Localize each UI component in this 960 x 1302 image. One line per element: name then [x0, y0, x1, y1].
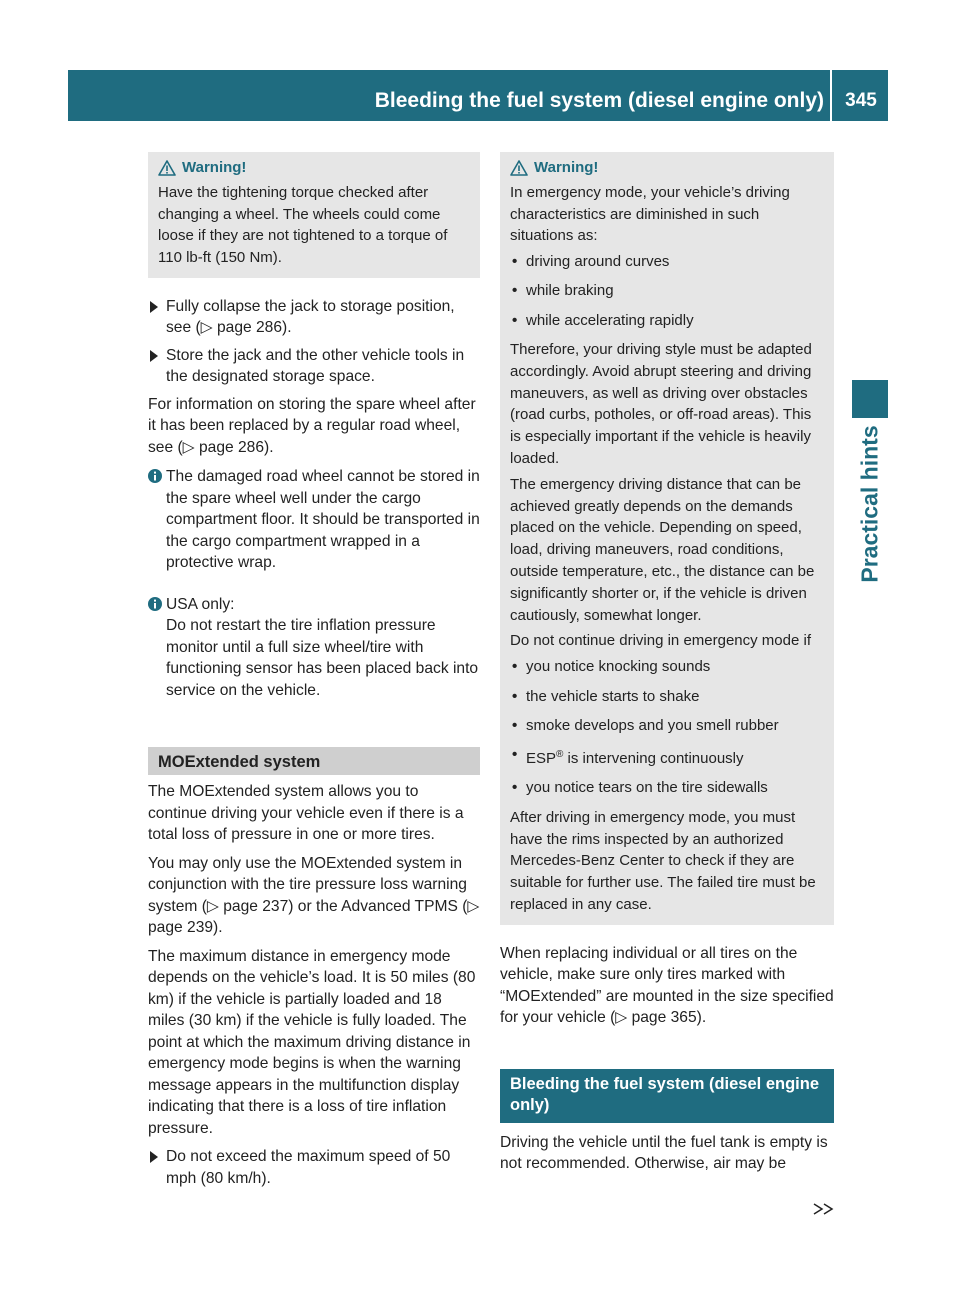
- esp-text: ESP: [526, 750, 557, 768]
- paragraph: You may only use the MOExtended system in conjunction with the tire pressure loss warning system (▷ page 237) or the Advanced TPMS (▷ page 239).: [148, 854, 480, 937]
- registered-mark: ®: [556, 749, 564, 761]
- header-separator: [830, 70, 832, 121]
- warning-paragraph: Therefore, your driving style must be adapted accordingly. Avoid abrupt steering and driving maneuvers, as well as driving over obstacles (road curbs, potholes, or off-road areas). This is especially important if the vehicle is heavily loaded.: [510, 341, 812, 468]
- list-item: • while accelerating rapidly: [510, 310, 824, 332]
- warning-paragraph: Do not continue driving in emergency mode if: [510, 632, 811, 650]
- warning-paragraph: The emergency driving distance that can be achieved greatly depends on the demands placed on the vehicle. Depending on speed, load, driving maneuvers, road conditions, outside temperature, etc., the distance can be significantly shorter or, if the vehicle is driven cautiously, somewhat longer.: [510, 475, 815, 624]
- info-icon: [148, 469, 162, 483]
- info-note: [148, 466, 480, 574]
- warning-heading: [510, 157, 824, 179]
- paragraph-tires: When replacing individual or all tires on the vehicle, make sure only tires marked with “MOExtended” are mounted in the size specified for your vehicle (▷ page 365).: [500, 944, 834, 1027]
- info-icon: [148, 597, 162, 611]
- side-tab-marker: [852, 380, 888, 418]
- paragraph: The MOExtended system allows you to continue driving your vehicle even if there is a total loss of pressure in one or more tires.: [148, 783, 464, 844]
- page-header: [68, 70, 888, 121]
- step-arrow-icon: [149, 1151, 159, 1163]
- left-column: [148, 152, 480, 1195]
- step-item: [148, 296, 480, 339]
- list-item: • driving around curves: [510, 251, 824, 273]
- paragraph-fuel: Driving the vehicle until the fuel tank is empty is not recommended. Otherwise, air may be: [500, 1133, 828, 1173]
- list-item: • the vehicle starts to shake: [510, 686, 824, 708]
- step-text: Do not exceed the maximum speed of 50 mph (80 km/h).: [166, 1148, 451, 1187]
- paragraph: The maximum distance in emergency mode depends on the vehicle’s load. It is 50 miles (80 km) if the vehicle is partially loaded and 18 miles (30 km) if the vehicle is fully loaded. The point at which the maximum driving distance in emergency mode begins is when the warning message appears in the multifunction display indicating that there is a loss of tire inflation pressure.: [148, 947, 476, 1137]
- warning-box-right: [500, 152, 834, 925]
- bullet-list: [510, 251, 824, 331]
- list-item: • you notice tears on the tire sidewalls: [510, 777, 824, 799]
- bullet-list: [510, 656, 824, 799]
- warning-heading-text: Warning!: [534, 159, 599, 176]
- paragraph-spare-wheel: For information on storing the spare wheel after it has been replaced by a regular road wheel, see (▷ page 286).: [148, 395, 476, 456]
- warning-text: Have the tightening torque checked after changing a wheel. The wheels could come loose if they are not tightened to a torque of 110 lb-ft (150 Nm).: [158, 183, 448, 267]
- info-text: Do not restart the tire inflation pressure monitor until a full size wheel/tire with functioning sensor has been placed back into service on the vehicle.: [166, 617, 479, 699]
- list-item: • smoke develops and you smell rubber: [510, 715, 824, 737]
- warning-box-left: [148, 152, 480, 278]
- info-text: The damaged road wheel cannot be stored in the spare wheel well under the cargo compartment floor. It should be transported in the cargo compartment wrapped in a protective wrap.: [166, 468, 480, 572]
- warning-heading-text: Warning!: [182, 159, 247, 176]
- page-number: 345: [845, 90, 877, 111]
- info-text: USA only:: [166, 595, 235, 613]
- step-text: Fully collapse the jack to storage position, see (▷ page 286).: [166, 297, 455, 337]
- list-item: • you notice knocking sounds: [510, 656, 824, 678]
- step-item: [148, 345, 480, 388]
- step-arrow-icon: [149, 350, 159, 362]
- warning-paragraph: After driving in emergency mode, you must have the rims inspected by an authorized Mercedes-Benz Center to check if they are suitable for further use. The failed tire must be replaced in any case.: [510, 808, 816, 913]
- warning-triangle-icon: [158, 160, 176, 176]
- list-item-esp: [510, 744, 824, 770]
- header-title: Bleeding the fuel system (diesel engine only): [374, 89, 824, 112]
- right-column: [500, 152, 834, 1182]
- info-note: [148, 594, 480, 702]
- section-heading-bleeding: Bleeding the fuel system (diesel engine only): [500, 1069, 834, 1123]
- section-heading-moextended: MOExtended system: [148, 747, 480, 775]
- side-tab-label: Practical hints: [856, 425, 883, 583]
- step-text: Store the jack and the other vehicle tools in the designated storage space.: [166, 346, 465, 386]
- warning-triangle-icon: [510, 160, 528, 176]
- warning-heading: [158, 157, 470, 179]
- esp-text-suffix: is intervening continuously: [563, 750, 744, 768]
- step-arrow-icon: [149, 301, 159, 313]
- continued-arrows-icon: [812, 1203, 836, 1215]
- list-item: • while braking: [510, 280, 824, 302]
- step-item: [148, 1146, 480, 1189]
- warning-intro: In emergency mode, your vehicle’s driving characteristics are diminished in such situations as:: [510, 183, 790, 245]
